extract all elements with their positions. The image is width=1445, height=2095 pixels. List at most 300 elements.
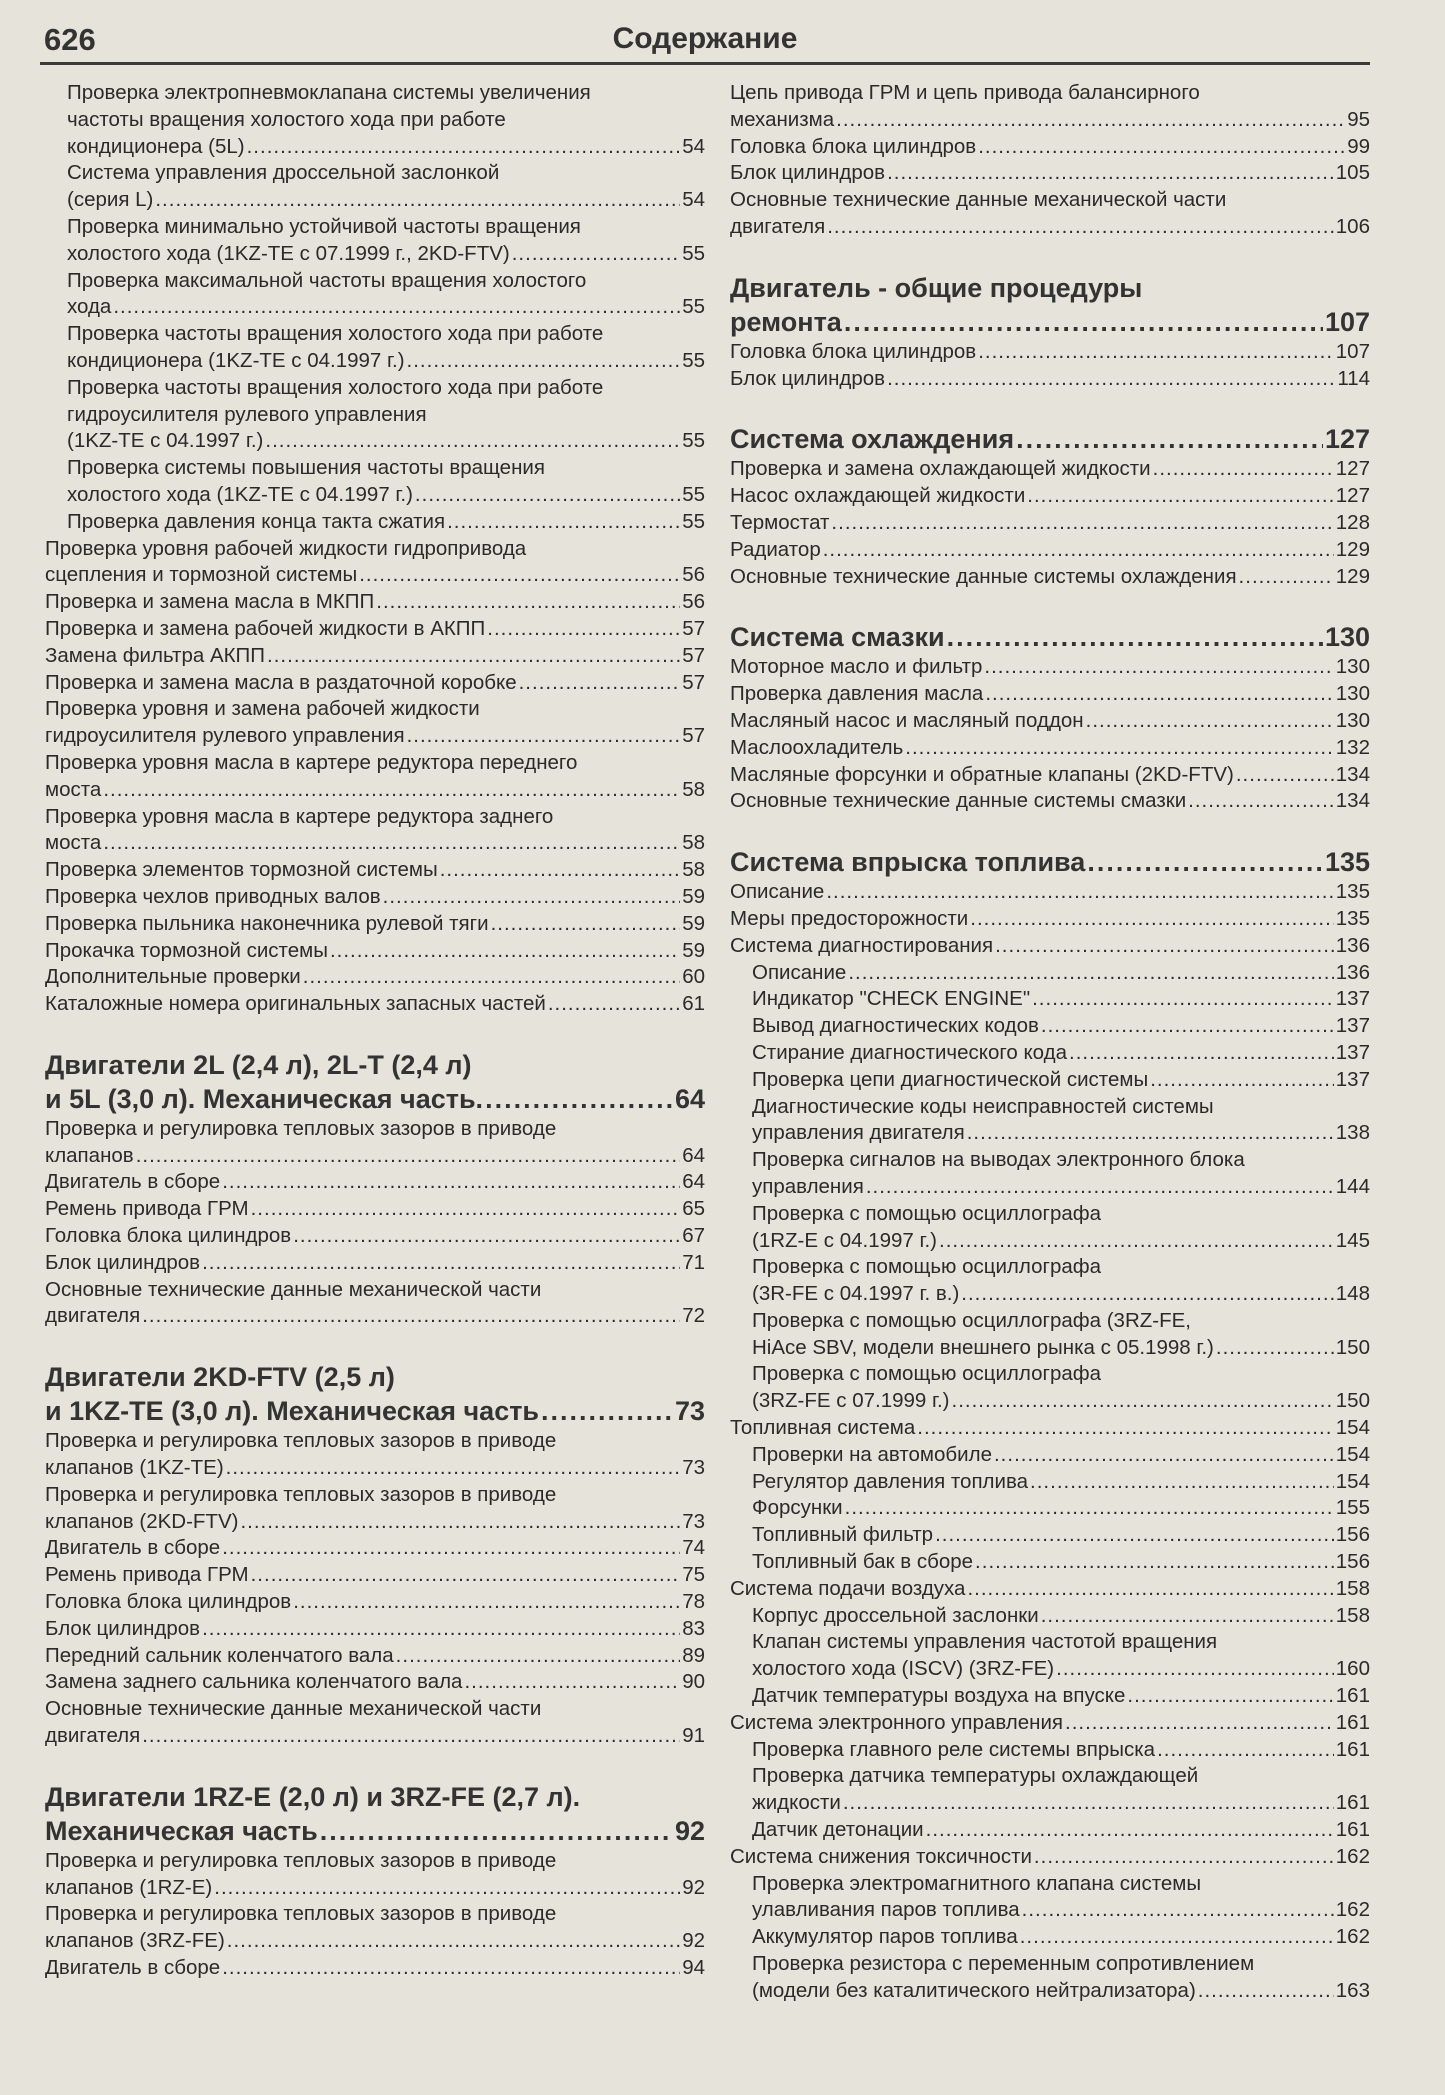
toc-entry-text: Проверка сигналов на выводах электронного блока: [752, 1148, 1245, 1172]
toc-page-number: 127: [1324, 424, 1370, 455]
toc-entry-line: [752, 1603, 1370, 1630]
toc-entry-text: Механическая часть: [45, 1815, 318, 1846]
dot-leader: [905, 735, 1334, 762]
toc-entry[interactable]: [45, 321, 705, 375]
toc-entry[interactable]: [730, 1040, 1370, 1067]
toc-entry-text: сцепления и тормозной системы: [45, 563, 358, 587]
toc-entry-line: [730, 456, 1370, 483]
toc-column-left: [45, 80, 705, 1982]
toc-entry[interactable]: [45, 696, 705, 750]
toc-entry[interactable]: [730, 1683, 1370, 1710]
toc-page-number: 58: [682, 831, 705, 855]
toc-entry-text: Топливная система: [730, 1416, 916, 1440]
toc-entry[interactable]: [730, 160, 1370, 187]
dot-leader: [1153, 456, 1334, 483]
toc-entry[interactable]: [45, 1696, 705, 1750]
toc-entry[interactable]: [730, 510, 1370, 537]
toc-entry-line: [730, 339, 1370, 366]
toc-entry-line: [45, 723, 705, 750]
dot-leader: [512, 241, 680, 268]
toc-entry[interactable]: [45, 1277, 705, 1331]
dot-leader: [1069, 1040, 1334, 1067]
toc-section[interactable]: [730, 620, 1370, 654]
toc-entry-line: [730, 708, 1370, 735]
toc-entry-text: Замена заднего сальника коленчатого вала: [45, 1670, 463, 1694]
toc-entry[interactable]: [730, 564, 1370, 591]
toc-entry[interactable]: [730, 1254, 1370, 1308]
toc-entry-text: Аккумулятор паров топлива: [752, 1925, 1018, 1949]
toc-page-number: 137: [1335, 1014, 1370, 1038]
toc-entry[interactable]: [730, 1495, 1370, 1522]
toc-page-number: 148: [1335, 1282, 1370, 1306]
dot-leader: [887, 160, 1334, 187]
toc-page-number: 162: [1335, 1898, 1370, 1922]
toc-page-number: 59: [682, 911, 705, 935]
toc-entry-line: [67, 509, 705, 536]
toc-entry-text: ремонта: [730, 306, 842, 337]
toc-entry[interactable]: [730, 483, 1370, 510]
toc-entry-line: [45, 562, 705, 589]
toc-entry-line: [45, 1562, 705, 1589]
toc-entry-line: [752, 1924, 1370, 1951]
toc-entry[interactable]: [45, 991, 705, 1018]
toc-entry[interactable]: [730, 654, 1370, 681]
toc-entry[interactable]: [45, 1589, 705, 1616]
toc-entry-text: Вывод диагностических кодов: [752, 1014, 1039, 1038]
toc-entry-line: [730, 845, 1370, 879]
toc-entry-line: [730, 160, 1370, 187]
toc-entry[interactable]: [730, 537, 1370, 564]
toc-entry-text: механизма: [730, 107, 835, 131]
dot-leader: [202, 1250, 680, 1277]
dot-leader: [265, 428, 680, 455]
toc-entry-line: [45, 830, 705, 857]
toc-entry[interactable]: [45, 268, 705, 322]
toc-page-number: 156: [1335, 1550, 1370, 1574]
toc-entry-text: Проверка цепи диагностической системы: [752, 1067, 1149, 1091]
toc-entry[interactable]: [730, 1576, 1370, 1603]
toc-entry-line: [45, 1616, 705, 1643]
toc-page-number: 134: [1335, 762, 1370, 786]
toc-entry-text: Проверка и замена масла в раздаточной коробке: [45, 670, 517, 694]
dot-leader: [926, 1817, 1334, 1844]
dot-leader: [947, 620, 1323, 654]
toc-entry[interactable]: [45, 1169, 705, 1196]
toc-entry-text: Замена фильтра АКПП: [45, 643, 266, 667]
toc-entry[interactable]: [730, 1844, 1370, 1871]
toc-entry-line: [752, 1656, 1370, 1683]
dot-leader: [359, 562, 680, 589]
toc-entry[interactable]: [45, 964, 705, 991]
dot-leader: [227, 1928, 680, 1955]
toc-section[interactable]: [45, 1780, 705, 1848]
dot-leader: [251, 1562, 681, 1589]
toc-entry-text: Прокачка тормозной системы: [45, 938, 328, 962]
toc-entry-text: частоты вращения холостого хода при работе: [67, 107, 506, 131]
toc-entry[interactable]: [730, 339, 1370, 366]
toc-page-number: 64: [682, 1143, 705, 1167]
toc-entry-line: [730, 366, 1370, 393]
toc-entry[interactable]: [730, 1013, 1370, 1040]
toc-entry[interactable]: [730, 187, 1370, 241]
toc-entry-text: жидкости: [752, 1791, 841, 1815]
toc-entry-line: [45, 1814, 705, 1848]
toc-entry-line: [45, 991, 705, 1018]
toc-entry-line: [730, 654, 1370, 681]
toc-entry-text: клапанов: [45, 1143, 134, 1167]
toc-entry-text: Проверка датчика температуры охлаждающей: [752, 1764, 1199, 1788]
toc-entry-line: [67, 134, 705, 161]
toc-entry[interactable]: [730, 1817, 1370, 1844]
toc-entry-line: [752, 1522, 1370, 1549]
dot-leader: [917, 1415, 1334, 1442]
toc-section[interactable]: [45, 1360, 705, 1428]
toc-entry[interactable]: [730, 1737, 1370, 1764]
toc-entry[interactable]: [45, 1535, 705, 1562]
toc-entry[interactable]: [45, 750, 705, 804]
toc-page-number: 83: [682, 1616, 705, 1640]
toc-entry-text: Описание: [730, 880, 825, 904]
toc-entry-text: (серия L): [67, 188, 154, 212]
toc-entry-text: Регулятор давления топлива: [752, 1469, 1029, 1493]
toc-entry[interactable]: [730, 1924, 1370, 1951]
toc-section[interactable]: [45, 1048, 705, 1116]
toc-entry-line: [752, 1549, 1370, 1576]
toc-entry[interactable]: [45, 80, 705, 160]
toc-entry[interactable]: [45, 804, 705, 858]
dot-leader: [1056, 1656, 1334, 1683]
toc-page-number: 154: [1335, 1416, 1370, 1440]
dot-leader: [240, 1509, 680, 1536]
toc-entry[interactable]: [45, 643, 705, 670]
toc-entry[interactable]: [730, 1094, 1370, 1148]
toc-entry-text: холостого хода (1KZ-TE с 07.1999 г., 2KD-FTV): [67, 241, 510, 265]
toc-entry-text: Ремень привода ГРМ: [45, 1563, 249, 1587]
toc-entry-line: [45, 643, 705, 670]
toc-entry[interactable]: [730, 788, 1370, 815]
toc-entry-line: [730, 1710, 1370, 1737]
toc-page-number: 78: [682, 1590, 705, 1614]
toc-page-number: 162: [1335, 1925, 1370, 1949]
toc-entry-line: [67, 241, 705, 268]
toc-entry-line: [752, 1495, 1370, 1522]
toc-entry-line: [45, 1875, 705, 1902]
toc-entry-text: и 5L (3,0 л). Механическая часть.: [45, 1083, 484, 1114]
toc-entry-line: [752, 1120, 1370, 1147]
toc-entry[interactable]: [45, 1562, 705, 1589]
toc-page-number: 161: [1335, 1818, 1370, 1842]
toc-entry-text: моста: [45, 777, 102, 801]
toc-page-number: 136: [1335, 960, 1370, 984]
toc-page-number: 94: [682, 1956, 705, 1980]
toc-entry-line: [752, 1817, 1370, 1844]
toc-entry[interactable]: [730, 986, 1370, 1013]
dot-leader: [866, 1174, 1334, 1201]
toc-entry-text: Передний сальник коленчатого вала: [45, 1643, 394, 1667]
toc-entry[interactable]: [730, 1522, 1370, 1549]
toc-entry[interactable]: [730, 1710, 1370, 1737]
dot-leader: [843, 1790, 1334, 1817]
toc-page-number: 130: [1335, 708, 1370, 732]
toc-page-number: 145: [1335, 1228, 1370, 1252]
toc-entry-line: [752, 1790, 1370, 1817]
toc-entry-text: Проверка с помощью осциллографа: [752, 1201, 1102, 1225]
toc-section[interactable]: [730, 422, 1370, 456]
toc-entry-text: Проверка и замена масла в МКПП: [45, 590, 375, 614]
toc-entry-text: Система подачи воздуха: [730, 1576, 966, 1600]
toc-entry[interactable]: [730, 134, 1370, 161]
toc-entry-text: Двигатели 1RZ-E (2,0 л) и 3RZ-FE (2,7 л).: [45, 1781, 581, 1812]
toc-page-number: 135: [1335, 880, 1370, 904]
toc-entry[interactable]: [45, 1223, 705, 1250]
toc-entry[interactable]: [730, 1415, 1370, 1442]
toc-entry-text: Форсунки: [752, 1496, 843, 1520]
toc-entry-text: Основные технические данные системы охлаждения: [730, 564, 1237, 588]
toc-entry-text: Система снижения токсичности: [730, 1844, 1032, 1868]
toc-entry[interactable]: [730, 1361, 1370, 1415]
dot-leader: [935, 1522, 1334, 1549]
toc-entry-line: [752, 1335, 1370, 1362]
toc-section[interactable]: [730, 271, 1370, 339]
toc-entry-line: [752, 986, 1370, 1013]
dot-leader: [961, 1281, 1334, 1308]
toc-entry-text: Блок цилиндров: [730, 161, 886, 185]
toc-entry-line: [45, 1223, 705, 1250]
toc-entry[interactable]: [45, 884, 705, 911]
toc-entry[interactable]: [45, 857, 705, 884]
toc-page-number: 55: [682, 348, 705, 372]
toc-entry-text: Блок цилиндров: [730, 366, 886, 390]
section-spacer: [730, 241, 1370, 271]
toc-page-number: 128: [1335, 510, 1370, 534]
dot-leader: [548, 991, 680, 1018]
dot-leader: [214, 1875, 680, 1902]
toc-entry[interactable]: [45, 160, 705, 214]
toc-entry-line: [730, 1576, 1370, 1603]
toc-entry[interactable]: [45, 1901, 705, 1955]
toc-page-number: 92: [674, 1815, 705, 1846]
toc-page-number: 106: [1335, 214, 1370, 238]
dot-leader: [202, 1616, 680, 1643]
toc-entry[interactable]: [730, 366, 1370, 393]
toc-entry[interactable]: [45, 455, 705, 509]
toc-entry-text: Корпус дроссельной заслонки: [752, 1603, 1039, 1627]
toc-entry[interactable]: [730, 762, 1370, 789]
toc-entry[interactable]: [730, 1067, 1370, 1094]
toc-entry-line: [67, 428, 705, 455]
toc-entry[interactable]: [45, 938, 705, 965]
toc-page-number: 161: [1335, 1791, 1370, 1815]
toc-entry-text: Цепь привода ГРМ и цепь привода балансирного: [730, 81, 1200, 104]
toc-entry-text: (модели без каталитического нейтрализатора): [752, 1978, 1196, 2002]
toc-entry-line: [752, 960, 1370, 987]
toc-section[interactable]: [730, 845, 1370, 879]
toc-entry-line: [730, 906, 1370, 933]
toc-page-number: 127: [1335, 457, 1370, 481]
toc-entry[interactable]: [730, 681, 1370, 708]
toc-entry-text: Проверка и замена охлаждающей жидкости: [730, 457, 1151, 481]
toc-entry[interactable]: [45, 214, 705, 268]
toc-entry-text: Проверка давления масла: [730, 682, 984, 706]
toc-entry[interactable]: [45, 375, 705, 455]
dot-leader: [407, 348, 681, 375]
toc-page-number: 61: [682, 992, 705, 1016]
toc-entry[interactable]: [730, 933, 1370, 960]
toc-page-number: 59: [682, 884, 705, 908]
toc-page-number: 138: [1335, 1121, 1370, 1145]
toc-entry[interactable]: [45, 616, 705, 643]
toc-entry-line: [45, 1535, 705, 1562]
toc-page-number: 67: [682, 1224, 705, 1248]
dot-leader: [939, 1228, 1334, 1255]
toc-entry-text: Система смазки: [730, 622, 945, 653]
toc-entry[interactable]: [730, 1763, 1370, 1817]
toc-page-number: 73: [674, 1396, 705, 1427]
toc-page-number: 55: [682, 295, 705, 319]
toc-entry-line: [730, 214, 1370, 241]
toc-entry-line: [45, 1082, 705, 1116]
toc-entry-text: Проверка и регулировка тепловых зазоров в приводе: [45, 1116, 557, 1140]
toc-entry-line: [730, 879, 1370, 906]
toc-column-right: [730, 80, 1370, 2005]
toc-entry-text: Проверка резистора с переменным сопротивлением: [752, 1952, 1255, 1976]
toc-entry-line: [45, 670, 705, 697]
toc-page-number: 99: [1347, 134, 1370, 158]
toc-entry-text: Блок цилиндров: [45, 1250, 201, 1274]
toc-entry[interactable]: [730, 960, 1370, 987]
toc-entry-text: Каталожные номера оригинальных запасных частей: [45, 992, 546, 1016]
toc-entry[interactable]: [45, 911, 705, 938]
toc-entry[interactable]: [45, 1669, 705, 1696]
toc-entry-text: Двигатель в сборе: [45, 1170, 221, 1194]
toc-entry[interactable]: [45, 536, 705, 590]
toc-entry[interactable]: [45, 1955, 705, 1982]
toc-entry[interactable]: [45, 670, 705, 697]
toc-entry[interactable]: [45, 1428, 705, 1482]
toc-entry-line: [45, 1196, 705, 1223]
toc-entry-text: Топливный фильтр: [752, 1523, 934, 1547]
toc-entry-text: Масляный насос и масляный поддон: [730, 708, 1084, 732]
toc-page-number: 130: [1335, 655, 1370, 679]
toc-entry-line: [730, 1415, 1370, 1442]
toc-entry[interactable]: [45, 509, 705, 536]
toc-entry-text: Головка блока цилиндров: [45, 1224, 292, 1248]
toc-entry[interactable]: [45, 1482, 705, 1536]
toc-entry-text: Меры предосторожности: [730, 906, 969, 930]
dot-leader: [1034, 1844, 1334, 1871]
toc-entry-line: [752, 1737, 1370, 1764]
dot-leader: [396, 1643, 681, 1670]
toc-page-number: 92: [682, 1875, 705, 1899]
toc-entry-text: хода: [67, 295, 112, 319]
toc-entry-text: Топливный бак в сборе: [752, 1550, 974, 1574]
toc-entry-text: Двигатель в сборе: [45, 1956, 221, 1980]
toc-entry-line: [45, 1394, 705, 1428]
dot-leader: [1236, 762, 1334, 789]
toc-entry[interactable]: [45, 1116, 705, 1170]
toc-entry-text: Основные технические данные механической части: [730, 188, 1227, 212]
toc-entry-line: [45, 1589, 705, 1616]
toc-page-number: 74: [682, 1536, 705, 1560]
toc-entry-text: Система охлаждения: [730, 424, 1015, 455]
toc-entry-text: Блок цилиндров: [45, 1616, 201, 1640]
toc-page-number: 158: [1335, 1603, 1370, 1627]
dot-leader: [222, 1955, 680, 1982]
toc-entry-line: [752, 1040, 1370, 1067]
toc-entry-text: Проверка максимальной частоты вращения холостого: [67, 268, 587, 292]
toc-entry[interactable]: [730, 1603, 1370, 1630]
toc-entry-text: холостого хода (ISCV) (3RZ-FE): [752, 1657, 1055, 1681]
toc-entry-line: [752, 1174, 1370, 1201]
section-spacer: [730, 815, 1370, 845]
toc-entry-text: Термостат: [730, 510, 830, 534]
toc-entry-text: Проверка электромагнитного клапана системы: [752, 1871, 1202, 1895]
toc-entry-text: Проверка частоты вращения холостого хода при работе: [67, 375, 604, 399]
dot-leader: [155, 187, 680, 214]
toc-entry[interactable]: [730, 1308, 1370, 1362]
toc-entry-text: Диагностические коды неисправностей системы: [752, 1094, 1214, 1118]
toc-entry-text: управления: [752, 1174, 864, 1198]
toc-entry-text: Проверка уровня масла в картере редуктора заднего: [45, 804, 554, 828]
toc-entry-text: Дополнительные проверки: [45, 965, 301, 989]
toc-entry[interactable]: [730, 906, 1370, 933]
dot-leader: [222, 1535, 680, 1562]
toc-entry-line: [45, 1669, 705, 1696]
toc-entry-text: Проверка частоты вращения холостого хода при работе: [67, 322, 604, 346]
toc-page-number: 161: [1335, 1710, 1370, 1734]
toc-entry[interactable]: [730, 80, 1370, 134]
toc-entry[interactable]: [730, 1201, 1370, 1255]
toc-entry[interactable]: [730, 1951, 1370, 2005]
toc-page-number: 137: [1335, 1040, 1370, 1064]
toc-entry-line: [45, 1143, 705, 1170]
toc-entry-text: Описание: [752, 960, 847, 984]
toc-entry-text: двигателя: [45, 1304, 141, 1328]
toc-entry[interactable]: [730, 1147, 1370, 1201]
toc-entry[interactable]: [730, 879, 1370, 906]
toc-entry-text: Основные технические данные механической части: [45, 1277, 542, 1301]
toc-entry[interactable]: [730, 1469, 1370, 1496]
toc-entry[interactable]: [45, 1616, 705, 1643]
dot-leader: [827, 214, 1334, 241]
toc-entry[interactable]: [730, 456, 1370, 483]
toc-entry-line: [730, 788, 1370, 815]
toc-entry[interactable]: [730, 708, 1370, 735]
toc-entry[interactable]: [730, 1871, 1370, 1925]
toc-page-number: 107: [1324, 306, 1370, 337]
toc-entry[interactable]: [45, 589, 705, 616]
dot-leader: [247, 134, 681, 161]
toc-entry-line: [45, 1723, 705, 1750]
dot-leader: [1032, 986, 1334, 1013]
toc-entry[interactable]: [45, 1848, 705, 1902]
toc-entry[interactable]: [45, 1250, 705, 1277]
toc-entry[interactable]: [45, 1643, 705, 1670]
toc-entry-text: Проверка электропневмоклапана системы увеличения: [67, 81, 591, 104]
toc-entry-line: [752, 1683, 1370, 1710]
toc-entry[interactable]: [730, 735, 1370, 762]
dot-leader: [440, 857, 681, 884]
toc-entry-text: Маслоохладитель: [730, 735, 904, 759]
dot-leader: [826, 879, 1333, 906]
toc-page-number: 163: [1335, 1978, 1370, 2002]
toc-entry[interactable]: [730, 1442, 1370, 1469]
toc-entry[interactable]: [45, 1196, 705, 1223]
toc-entry-text: и 1KZ-TE (3,0 л). Механическая часть: [45, 1396, 540, 1427]
toc-entry-text: Проверка с помощью осциллографа: [752, 1362, 1102, 1386]
toc-entry[interactable]: [730, 1549, 1370, 1576]
toc-entry[interactable]: [730, 1629, 1370, 1683]
